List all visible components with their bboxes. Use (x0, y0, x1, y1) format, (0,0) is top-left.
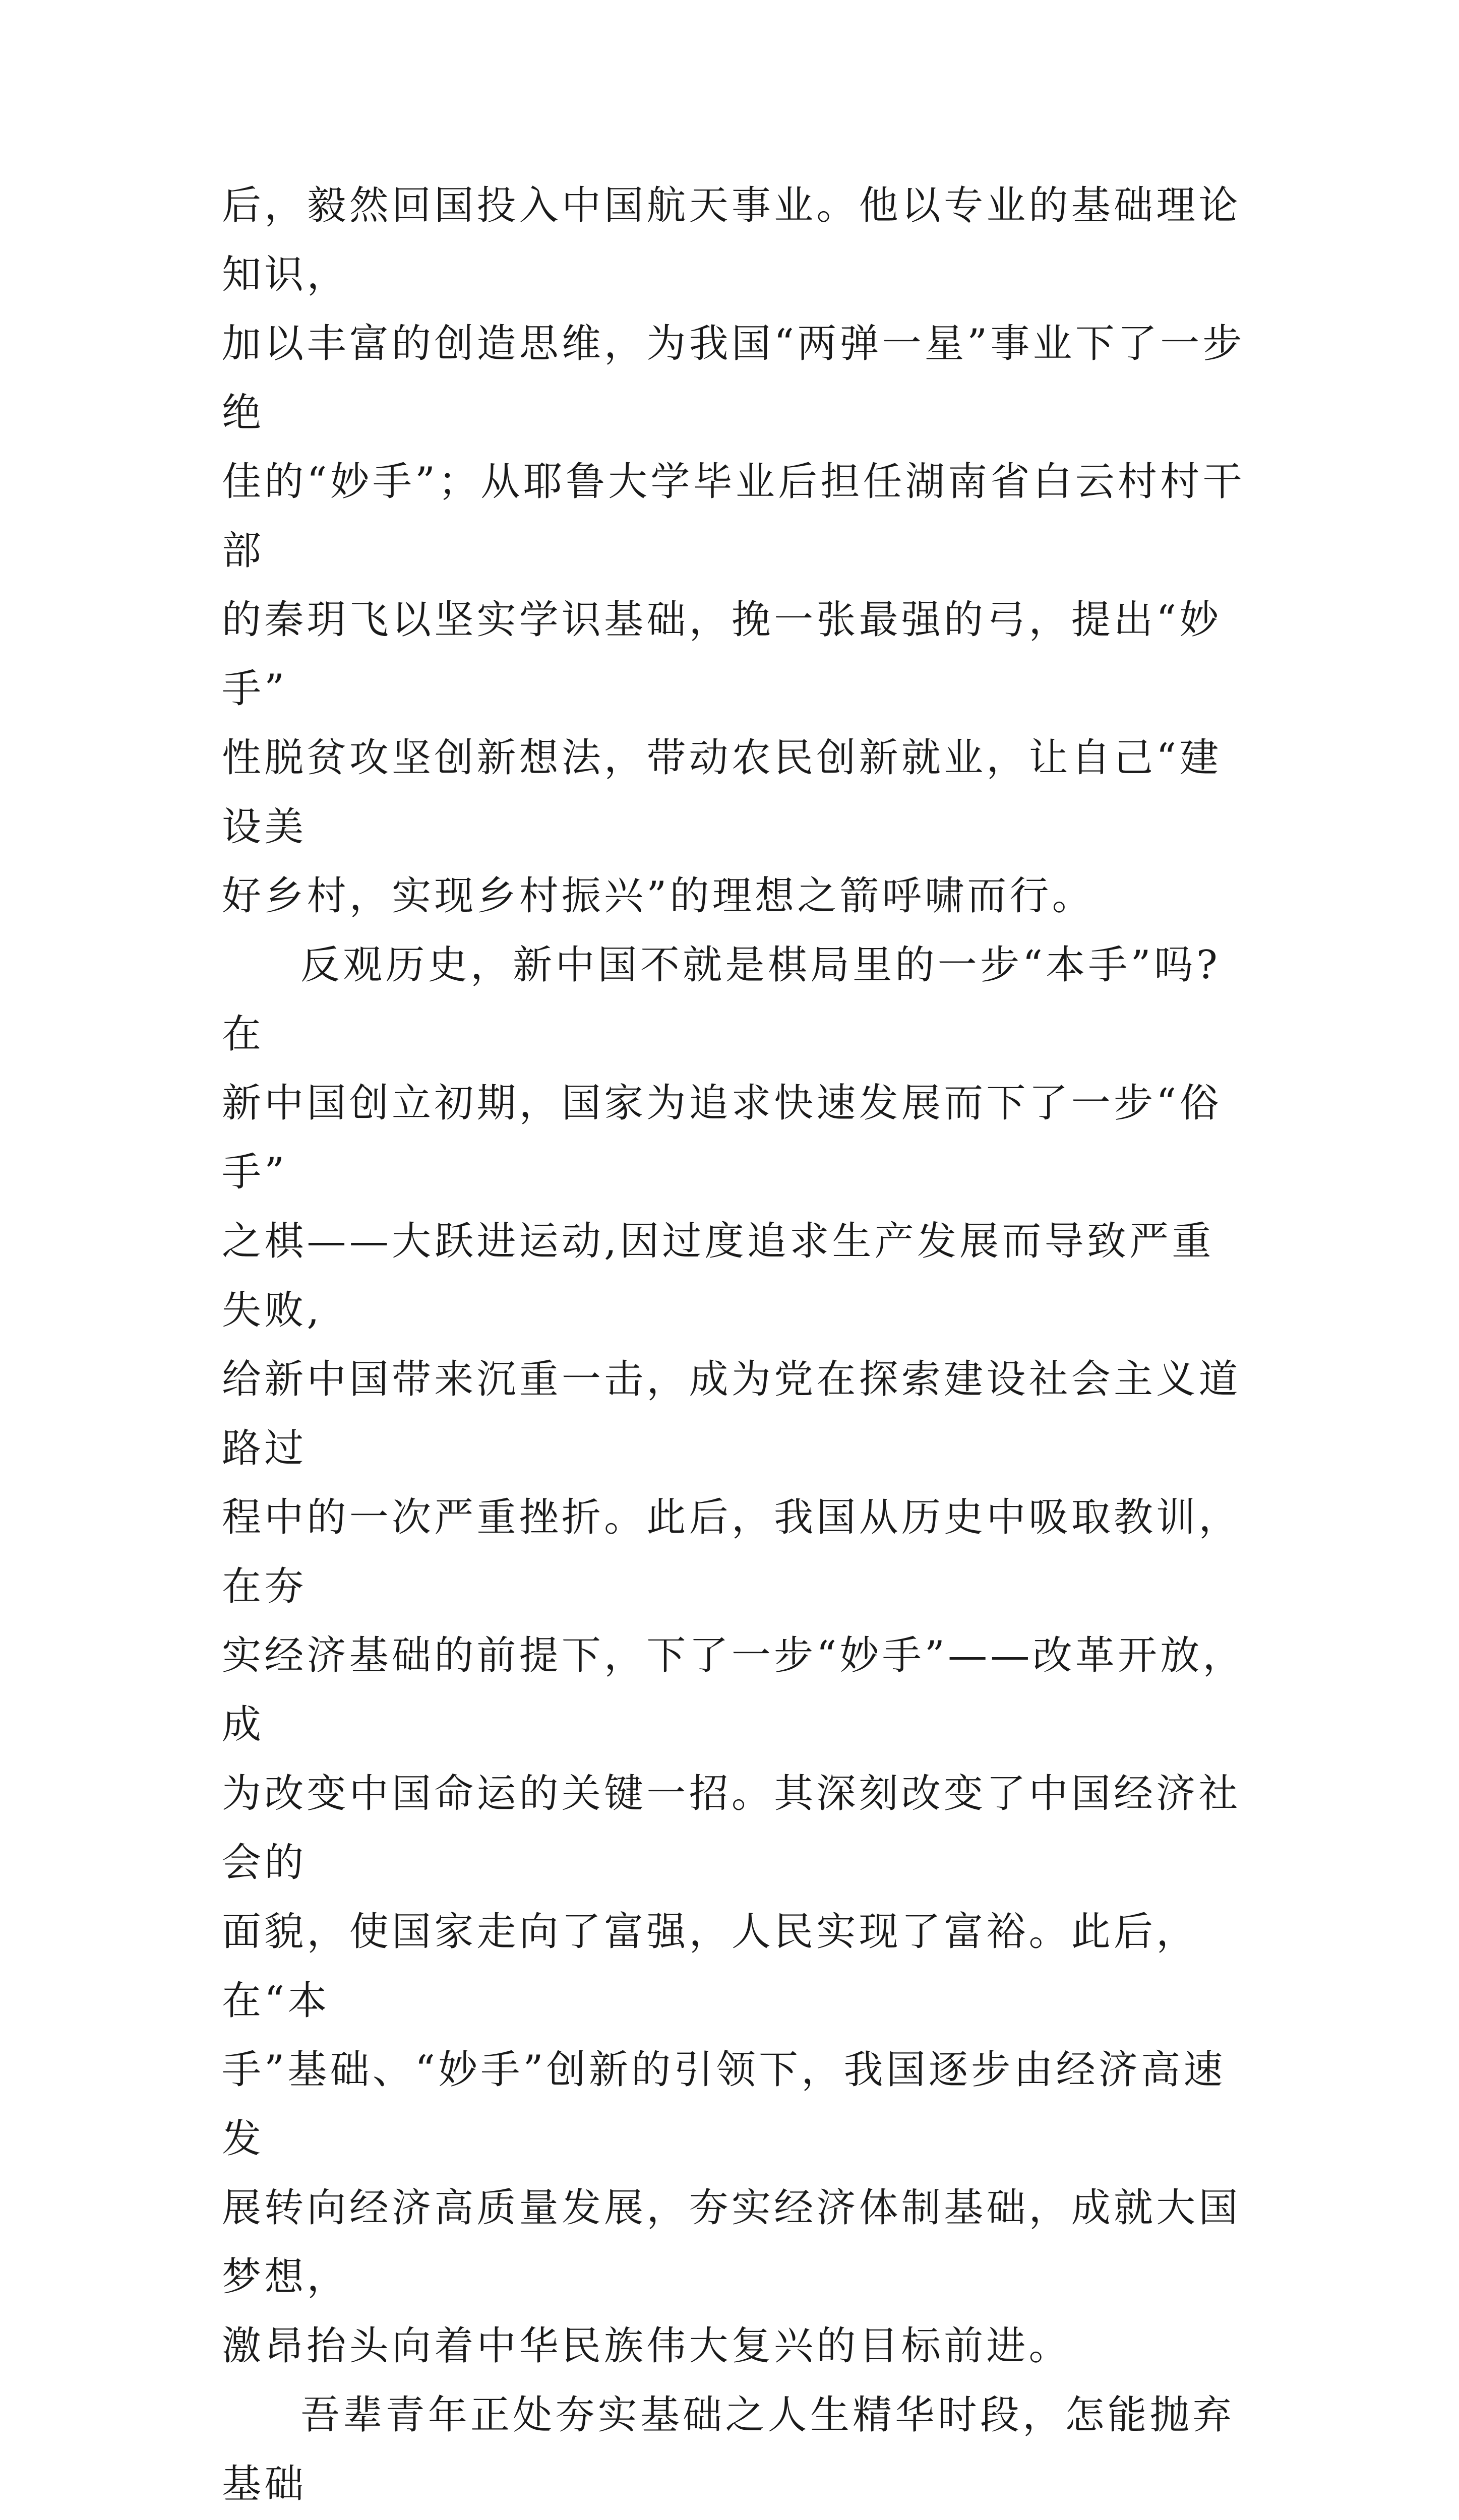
paragraph-2 (222, 931, 1245, 2381)
text-line: 佳的“妙手”；从耶鲁大学毕业后担任湖南省白云村村干部 (222, 459, 1245, 574)
text-line: 给新中国带来沉重一击，成为党在探索建设社会主义道路过 (222, 1357, 1241, 1471)
text-line: 新中国创立初期，国家为追求快速发展而下了一步“俗手” (222, 1081, 1222, 1195)
text-line: 程中的一次严重挫折。此后，我国从历史中吸取教训，在夯 (222, 1495, 1241, 1609)
text-line: 性脱贫攻坚创新想法，带动农民创新就业，让自己“建设美 (222, 735, 1222, 850)
text-line: 激昂抬头向着中华民族伟大复兴的目标前进。 (222, 2323, 1071, 2369)
essay-body (222, 171, 1245, 2520)
text-line: 好乡村，实现乡村振兴”的理想之箭呼啸而行。 (222, 873, 1095, 919)
text-line: 为改变中国命运的关键一招。其深刻改变了中国经济社会的 (222, 1771, 1241, 1885)
paragraph-1 (222, 171, 1245, 931)
text-line: 加以丰富的创造思维，为我国“两弹一星”事业下了一步绝 (222, 321, 1245, 435)
text-line (222, 2519, 1245, 2520)
text-line: 吾辈青年正处夯实基础之人生精华时段，怎能抛弃基础 (222, 2392, 1235, 2507)
text-line: 手”基础、“妙手”创新的引领下，我国逐步由经济高速发 (222, 2047, 1226, 2162)
text-line: 实经济基础的前提下，下了一步“妙手”——改革开放，成 (222, 1633, 1245, 1747)
paragraph-3 (222, 2381, 1245, 2520)
text-line: 之棋——大跃进运动,因过度追求生产发展而导致严重失败, (222, 1219, 1214, 1333)
text-line: 面貌，使国家走向了富强，人民实现了富裕。此后，在“本 (222, 1909, 1199, 2024)
text-line: 后，毅然回国投入中国航天事业。他以专业的基础理论知识， (222, 183, 1241, 297)
text-line: 的秦玥飞以坚实学识基础，挽一张最强的弓，提出“妙手” (222, 597, 1222, 712)
text-line: 展转向经济高质量发展，夯实经济体制基础，成就大国梦想， (222, 2185, 1241, 2300)
text-line: 反观历史，新中国不就是棋局里的一步“本手”吗?在 (222, 942, 1221, 1057)
